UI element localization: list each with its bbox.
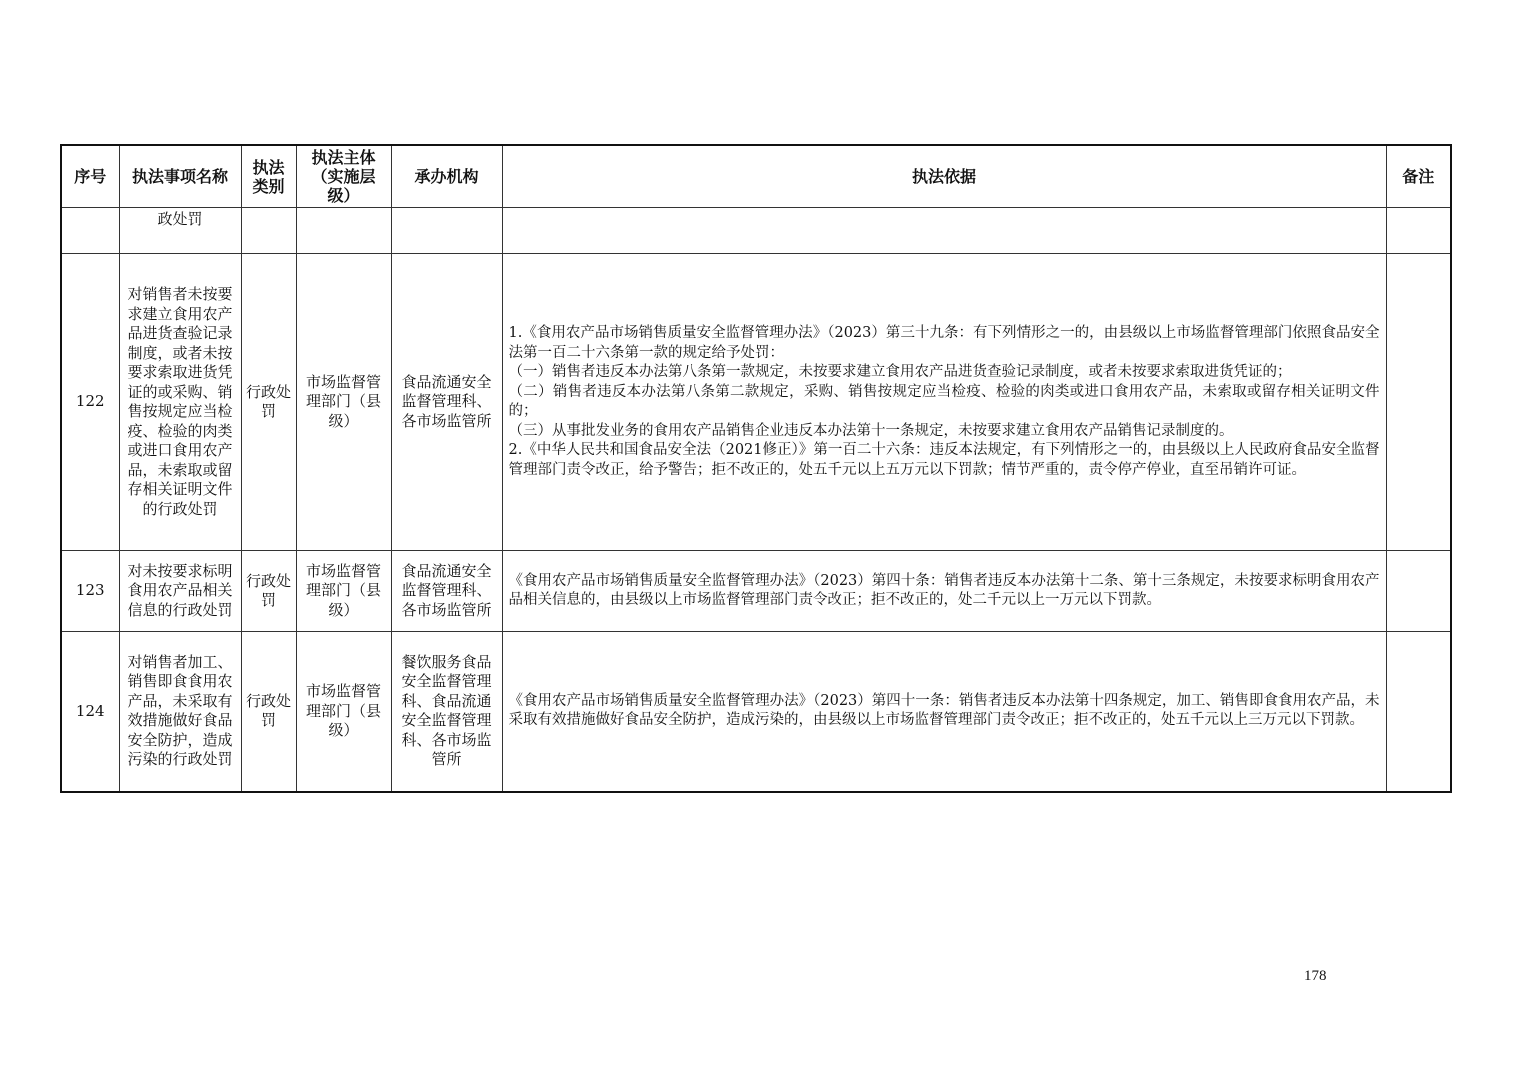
enforcement-table: [60, 144, 1452, 793]
header-seq: 序号: [61, 145, 119, 208]
office-cell: 餐饮服务食品安全监督管理科、食品流通安全监督管理科、各市场监管所: [391, 632, 502, 792]
header-office: 承办机构: [391, 145, 502, 208]
basis-paragraph: 《食用农产品市场销售质量安全监督管理办法》（2023）第四十一条：销售者违反本办法第十四条规定，加工、销售即食食用农产品，未采取有效措施做好食品安全防护，造成污染的，由县级以上市场监督管理部门责令改正；拒不改正的，处五千元以上三万元以下罚款。: [508, 692, 1380, 729]
subject-cell: 市场监督管理部门（县级）: [296, 551, 391, 632]
item-name-cell: 对未按要求标明食用农产品相关信息的行政处罚: [119, 551, 241, 632]
continued-name-cell: 政处罚: [119, 208, 241, 254]
remark-cell: [1386, 551, 1451, 632]
remark-cell: [1386, 254, 1451, 551]
header-name: 执法事项名称: [119, 145, 241, 208]
remark-cell: [1386, 632, 1451, 792]
subject-cell: 市场监督管理部门（县级）: [296, 632, 391, 792]
basis-paragraph: （三）从事批发业务的食用农产品销售企业违反本办法第十一条规定，未按要求建立食用农产品销售记录制度的。: [508, 422, 1234, 439]
seq-cell: 122: [61, 254, 119, 551]
basis-cell: [502, 254, 1386, 551]
header-remark: 备注: [1386, 145, 1451, 208]
subject-cell: 市场监督管理部门（县级）: [296, 254, 391, 551]
page-number: 178: [1304, 968, 1327, 984]
basis-cell: [502, 632, 1386, 792]
basis-paragraph: 1.《食用农产品市场销售质量安全监督管理办法》（2023）第三十九条：有下列情形之一的，由县级以上市场监督管理部门依照食品安全法第一百二十六条第一款的规定给予处罚：: [508, 325, 1380, 361]
seq-cell: 124: [61, 632, 119, 792]
basis-paragraph: 2.《中华人民共和国食品安全法（2021修正）》第一百二十六条：违反本法规定，有下列情形之一的，由县级以上人民政府食品安全监督管理部门责令改正，给予警告；拒不改正的，处五千元以上五万元以下罚款；情节严重的，责令停产停业，直至吊销许可证。: [508, 442, 1380, 478]
basis-cell: [502, 551, 1386, 632]
header-row: [61, 145, 1451, 208]
header-basis: 执法依据: [502, 145, 1386, 208]
category-cell: 行政处罚: [241, 551, 296, 632]
basis-paragraph: 《食用农产品市场销售质量安全监督管理办法》（2023）第四十条：销售者违反本办法第十二条、第十三条规定，未按要求标明食用农产品相关信息的，由县级以上市场监督管理部门责令改正；拒不改正的，处二千元以上一万元以下罚款。: [508, 572, 1380, 608]
table-row: [61, 254, 1451, 551]
table-row: [61, 632, 1451, 792]
seq-cell: 123: [61, 551, 119, 632]
header-category: 执法类别: [241, 145, 296, 208]
item-name-cell: 对销售者未按要求建立食用农产品进货查验记录制度，或者未按要求索取进货凭证的或采购、销售按规定应当检疫、检验的肉类或进口食用农产品，未索取或留存相关证明文件的行政处罚: [119, 254, 241, 551]
category-cell: 行政处罚: [241, 254, 296, 551]
header-subject: 执法主体（实施层级）: [296, 145, 391, 208]
basis-paragraph: （二）销售者违反本办法第八条第二款规定，采购、销售按规定应当检疫、检验的肉类或进口食用农产品，未索取或留存相关证明文件的；: [508, 383, 1380, 419]
item-name-cell: 对销售者加工、销售即食食用农产品，未采取有效措施做好食品安全防护，造成污染的行政处罚: [119, 632, 241, 792]
office-cell: 食品流通安全监督管理科、各市场监管所: [391, 254, 502, 551]
table-row-continued: [61, 208, 1451, 254]
table-row: [61, 551, 1451, 632]
office-cell: 食品流通安全监督管理科、各市场监管所: [391, 551, 502, 632]
basis-paragraph: （一）销售者违反本办法第八条第一款规定，未按要求建立食用农产品进货查验记录制度，或者未按要求索取进货凭证的；: [508, 364, 1292, 380]
category-cell: 行政处罚: [241, 632, 296, 792]
